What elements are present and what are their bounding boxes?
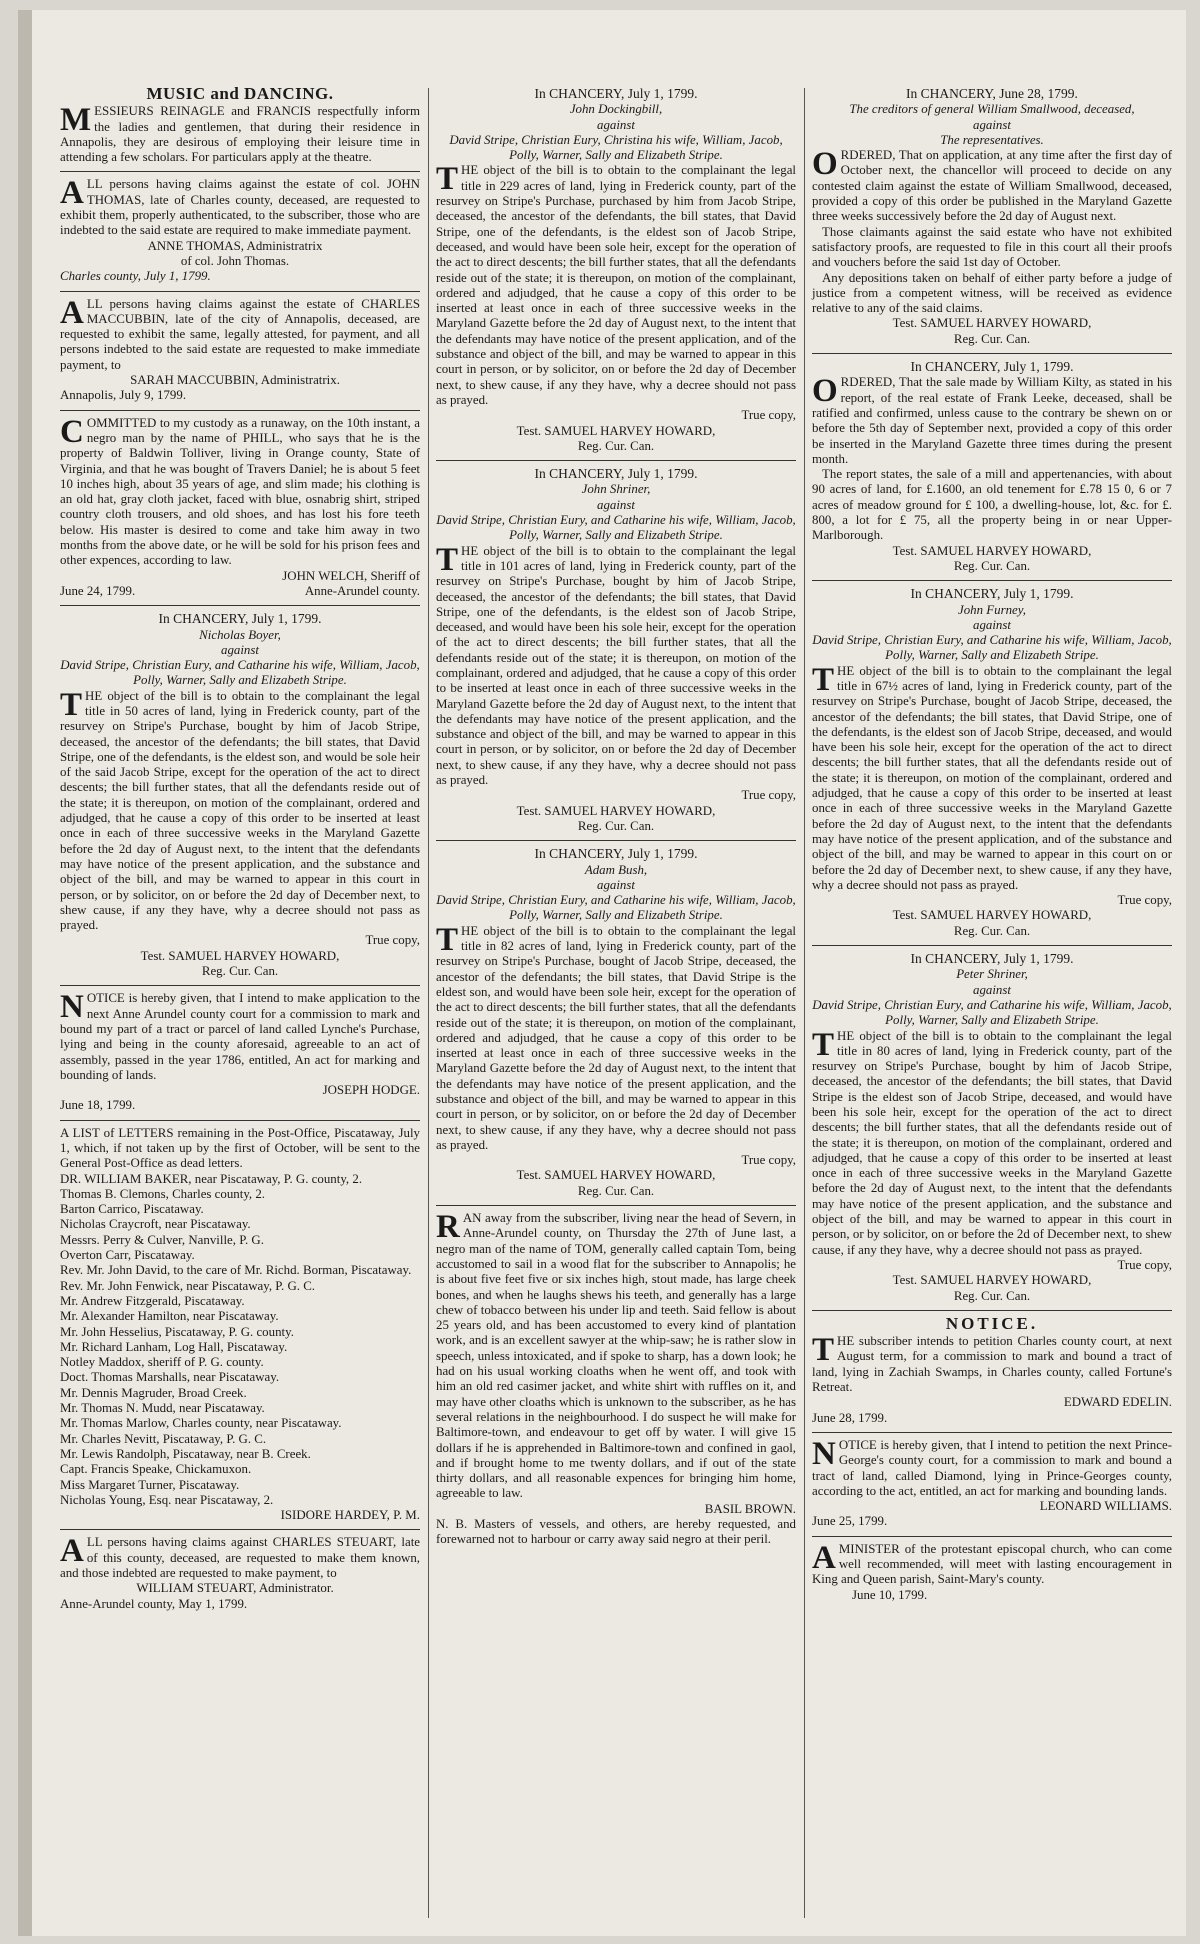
dateline: Charles county, July 1, 1799.	[60, 269, 211, 284]
notice-body: THE object of the bill is to obtain to the complainant the legal title in 82 acres of land, lying in Frederick county, part of the resurvey on Stripe's Purchase, bought of Jacob Stripe, deceased, the ancestor of the defendants; the bill states, that David Stripe is the eldest son, and would have been sole heir, except for the operation of the act to direct descents; the bill further states, that all the defendants reside out of the state; it is thereupon, on motion of the complainant, ordered and adjudged, that he cause a copy of this order to be inserted at least once in each of three successive weeks in the Maryland Gazette before the 2d day of August next, to the intent that the defendants may have notice of the present application, and the substance and object of the bill, and may be warned to appear in this court in person, or by solicitor, on or before the 2d day of December next, to shew cause, if any they have, why a decree should not pass as prayed.	[436, 921, 796, 1152]
letter-entry: Mr. Dennis Magruder, Broad Creek.	[60, 1385, 247, 1400]
drop-cap: T	[436, 541, 459, 578]
drop-cap: N	[812, 1435, 836, 1472]
divider	[60, 1120, 420, 1121]
notice-body: THE object of the bill is to obtain to the complainant the legal title in 80 acres of land, lying in Frederick county, part of the resurvey on Stripe's Purchase, bought by him of Jacob Stripe, deceased, the ancestor of the defendants; the bill states, that David Stripe is the eldest son of Jacob Stripe, deceased, and would have been his sole heir, except for the operation of the act to direct descents; the bill further states, that all the defendants reside out of the state; it is thereupon, on motion of the complainant, ordered and adjudged, that he cause a copy of this order to be inserted at least once in each of three successive weeks in the Maryland Gazette before the 2d day of August next, to the intent that the defendants may have notice of the present application, and the substance and object of the bill, and may be warned to appear in this court in person, or by solicitor, on or before the 2d of December next, to shew cause, if any they have, why a decree should not pass as prayed.	[812, 1026, 1172, 1257]
chancery-bush	[436, 846, 796, 1199]
drop-cap: T	[812, 661, 835, 698]
letter-entry: Messrs. Perry & Culver, Nanville, P. G.	[60, 1232, 264, 1247]
column-divider	[804, 88, 805, 1918]
against-label: against	[597, 877, 635, 892]
true-copy: True copy,	[1117, 893, 1172, 908]
column-2	[436, 84, 796, 1554]
chancery-heading: In CHANCERY, June 28, 1799.	[906, 86, 1078, 101]
letter-entry: Barton Carrico, Piscataway.	[60, 1202, 204, 1217]
chancery-boyer	[60, 611, 420, 979]
divider	[60, 1529, 420, 1530]
true-copy: True copy,	[741, 788, 796, 803]
registrar: Reg. Cur. Can.	[953, 923, 1031, 938]
divider	[60, 171, 420, 172]
divider	[812, 1536, 1172, 1537]
notice-body-2: The report states, the sale of a mill and appertenancies, with about 90 acres of land, for £.1600, an old tenement for £.78 15 0, 6 or 7 acres of meadow ground for £ 100, a dwelling-house, lot, &c. for £. 800, a lot for £ 75, all the property being in or near Upper-Marlborough.	[812, 467, 1172, 543]
divider	[60, 605, 420, 606]
registrar: Reg. Cur. Can.	[201, 964, 279, 979]
signature: Test. SAMUEL HARVEY HOWARD,	[892, 316, 1092, 331]
letter-entry: Mr. Lewis Randolph, Piscataway, near B. Creek.	[60, 1446, 311, 1461]
defendants: The representatives.	[940, 132, 1044, 147]
signature: BASIL BROWN.	[704, 1501, 796, 1516]
committed-notice	[60, 413, 420, 600]
against-label: against	[973, 982, 1011, 997]
chancery-leeke	[812, 359, 1172, 574]
notice-body-3: Any depositions taken on behalf of either party before a judge of justice from a competent witness, will be received as evidence relative to any of the said claims.	[812, 270, 1172, 316]
defendants: David Stripe, Christian Eury, Christina his wife, William, Jacob, Polly, Warner, Sally and Elizabeth Stripe.	[449, 132, 783, 163]
letter-entry: Doct. Thomas Marshalls, near Piscataway.	[60, 1370, 280, 1385]
letter-entry: Nicholas Craycroft, near Piscataway.	[60, 1217, 251, 1232]
plaintiff: The creditors of general William Smallwood, deceased,	[849, 102, 1135, 117]
music-dancing-ad	[60, 86, 420, 165]
defendants: David Stripe, Christian Eury, and Catharine his wife, William, Jacob, Polly, Warner, Sally and Elizabeth Stripe.	[436, 893, 796, 923]
letter-entry: Mr. Richard Lanham, Log Hall, Piscataway.	[60, 1339, 288, 1354]
chancery-heading: In CHANCERY, July 1, 1799.	[158, 611, 322, 627]
signature: Test. SAMUEL HARVEY HOWARD,	[140, 948, 340, 963]
runaway-notice	[436, 1211, 796, 1548]
dateline: June 24, 1799.	[60, 583, 136, 598]
letter-entry: Rev. Mr. John Fenwick, near Piscataway, P. G. C.	[60, 1278, 316, 1293]
signature: LEONARD WILLIAMS.	[1039, 1499, 1172, 1514]
dateline: Annapolis, July 9, 1799.	[60, 388, 187, 403]
hodge-notice	[60, 991, 420, 1113]
drop-cap: M	[60, 102, 92, 139]
letters-items	[60, 1172, 420, 1509]
divider	[436, 460, 796, 461]
column-divider	[428, 88, 429, 1918]
true-copy: True copy,	[741, 1153, 796, 1168]
signature: JOHN WELCH, Sheriff of	[282, 568, 420, 583]
defendants: David Stripe, Christian Eury, and Catharine his wife, William, Jacob, Polly, Warner, Sally and Elizabeth Stripe.	[812, 633, 1172, 663]
drop-cap: A	[60, 294, 84, 331]
defendants: David Stripe, Christian Eury, and Catharine his wife, William, Jacob, Polly, Warner, Sally and Elizabeth Stripe.	[60, 658, 420, 688]
edelin-notice	[812, 1313, 1172, 1426]
plaintiff: Peter Shriner,	[956, 967, 1028, 982]
ad-title: NOTICE.	[945, 1313, 1039, 1333]
letter-entry: DR. WILLIAM BAKER, near Piscataway, P. G. county, 2.	[60, 1171, 363, 1186]
divider	[812, 353, 1172, 354]
defendants: David Stripe, Christian Eury, and Catharine his wife, William, Jacob, Polly, Warner, Sally and Elizabeth Stripe.	[436, 513, 796, 543]
letter-entry: Rev. Mr. John David, to the care of Mr. Richd. Borman, Piscataway.	[60, 1263, 412, 1278]
letter-entry: Mr. Thomas N. Mudd, near Piscataway.	[60, 1401, 265, 1416]
chancery-heading: In CHANCERY, July 1, 1799.	[534, 466, 698, 482]
chancery-heading: In CHANCERY, July 1, 1799.	[910, 951, 1074, 967]
drop-cap: R	[436, 1209, 460, 1246]
steuart-estate-notice	[60, 1535, 420, 1611]
plaintiff: John Dockingbill,	[569, 102, 663, 117]
signature: ISIDORE HARDEY, P. M.	[280, 1508, 420, 1523]
divider	[60, 410, 420, 411]
notice-body: ORDERED, That on application, at any time after the first day of October next, the chancellor will proceed to decide on any contested claim against the estate of William Smallwood, deceased, provided a copy of this order be published in the Maryland Gazette three weeks successively before the 2d day of August next.	[812, 146, 1172, 224]
signature: Test. SAMUEL HARVEY HOWARD,	[892, 543, 1092, 558]
registrar: Reg. Cur. Can.	[953, 558, 1031, 573]
true-copy: True copy,	[741, 408, 796, 423]
notice-body: ORDERED, That the sale made by William Kilty, as stated in his report, of the real estate of Frank Leeke, deceased, shall be ratified and confirmed, unless cause to the contrary be shewn on or before the 5th day of September next, provided a copy of this order be inserted in the Maryland Gazette three times during the present month.	[812, 373, 1172, 466]
drop-cap: C	[60, 413, 84, 450]
notice-body: THE subscriber intends to petition Charles county court, at next August term, for a commission to mark and bound a tract of land, lying in Zachiah Swamps, in Charles county, called Fortune's Retreat.	[812, 1332, 1172, 1395]
drop-cap: T	[812, 1332, 835, 1369]
signature: of col. John Thomas.	[180, 253, 290, 268]
thomas-estate-notice	[60, 177, 420, 284]
newspaper-page	[18, 10, 1186, 1936]
chancery-peter-shriner	[812, 951, 1172, 1304]
true-copy: True copy,	[365, 933, 420, 948]
letter-entry: Mr. Thomas Marlow, Charles county, near Piscataway.	[60, 1416, 342, 1431]
plaintiff: Adam Bush,	[584, 862, 648, 877]
chancery-shriner	[436, 466, 796, 834]
letter-entry: Mr. Andrew Fitzgerald, Piscataway.	[60, 1293, 245, 1308]
notice-body: ALL persons having claims against the estate of col. JOHN THOMAS, late of Charles county, deceased, are requested to exhibit them, properly authenticated, to the subscriber, those who are indebted to the said estate are required to make immediate payment.	[60, 175, 420, 238]
letter-entry: Capt. Francis Speake, Chickamuxon.	[60, 1462, 252, 1477]
letter-entry: Mr. John Hesselius, Piscataway, P. G. county.	[60, 1324, 294, 1339]
signature: SARAH MACCUBBIN, Administratrix.	[130, 373, 340, 388]
chancery-dockingbill	[436, 86, 796, 454]
notice-body: COMMITTED to my custody as a runaway, on the 10th instant, a negro man by the name of PHILL, who says that he is the property of Baldwin Tolliver, living in Orange county, State of Virginia, and that he was bought of Travers Daniel; he is about 5 feet 10 inches high, about 35 years of age, and slim made; his clothing is an old hat, gray cloth jacket, faced with blue, osnabrig shirt, striped country cloth trousers, and old shoes, and has lost his fore teeth below. His master is desired to come and take him away in two months from the above date, or he will be sold for his prison fees and other expences, according to law.	[60, 413, 420, 568]
notice-body: ALL persons having claims against CHARLES STEUART, late of this county, deceased, are requested to make them known, and those indebted are requested to make payment, to	[60, 1533, 420, 1581]
signature: ANNE THOMAS, Administratrix	[147, 238, 323, 253]
against-label: against	[597, 497, 635, 512]
signature: Test. SAMUEL HARVEY HOWARD,	[892, 1273, 1092, 1288]
registrar: Reg. Cur. Can.	[577, 438, 655, 453]
chancery-heading: In CHANCERY, July 1, 1799.	[910, 359, 1074, 375]
ad-title: MUSIC and DANCING.	[146, 84, 334, 103]
notice-body: ALL persons having claims against the estate of CHARLES MACCUBBIN, late of the city of Annapolis, deceased, are requested to exhibit the same, legally attested, for payment, and all persons indebted to the said estate are requested to make immediate payment, to	[60, 294, 420, 372]
drop-cap: N	[60, 989, 84, 1026]
divider	[812, 945, 1172, 946]
signature: EDWARD EDELIN.	[1063, 1395, 1172, 1410]
drop-cap: O	[812, 373, 838, 410]
signature: Test. SAMUEL HARVEY HOWARD,	[516, 1168, 716, 1183]
divider	[812, 580, 1172, 581]
letter-entry: Notley Maddox, sheriff of P. G. county.	[60, 1355, 264, 1370]
true-copy: True copy,	[1117, 1257, 1172, 1272]
drop-cap: O	[812, 146, 838, 183]
letter-entry: Mr. Charles Nevitt, Piscataway, P. G. C.	[60, 1431, 267, 1446]
dateline: June 28, 1799.	[812, 1410, 888, 1425]
drop-cap: A	[60, 175, 84, 212]
signature: JOSEPH HODGE.	[322, 1083, 420, 1098]
against-label: against	[973, 617, 1011, 632]
notice-body: RAN away from the subscriber, living near the head of Severn, in Anne-Arundel county, on Thursday the 27th of June last, a negro man of the name of TOM, generally called captain Tom, being accustomed to sail in a wood flat for the subscriber to Annapolis; he is about five feet five or six inches high, stout made, has large cheek bones, and when he laughs shews his teeth, and generally has a large chew of tobacco between his under lip and teeth. Said fellow is about 25 years old, and has been accustomed to every kind of plantation work, and is an excellent sawyer at the whip-saw; he is rather slow in speech, unless intoxicated, and if spoke to sharp, has a down look; he had on his usual working cloaths when he went off, and took with him an old red casimer jacket, and white shirt with ruffles on it, and may have other cloaths which is unknown to the subscriber, as he has several relations in the neighbourhood. I do suspect he will make for Baltimore-town, and endeavour to get off by water. I will give 15 dollars if he is apprehended in Baltimore-town and confined in gaol, and if brought home to me twenty dollars, and if out of the state thirty dollars, and all reasonable expences for bringing him home, agreeable to law.	[436, 1209, 796, 1501]
registrar: Reg. Cur. Can.	[577, 818, 655, 833]
sig-line	[60, 584, 420, 599]
divider	[812, 1432, 1172, 1433]
notice-body: THE object of the bill is to obtain to the complainant the legal title in 229 acres of land, lying in Frederick county, part of the resurvey on Stripe's Purchase, purchased by him from Jacob Stripe, deceased, the ancestor of the defendants, the bill states, that David Stripe, one of the defendants, is the eldest son of Jacob Stripe, deceased, and would have been sole heir, except for the operation of the act to direct descents; the bill further states, that all the defendants reside out of the state; it is thereupon, on motion of the complainant, ordered and adjudged, that he cause a copy of this order to be inserted at least once in each of three successive weeks in the Maryland Gazette before the 2d day of August next, to the intent that the defendants may have notice of the present application, and of the substance and object of the bill, and may be warned to appear in this court in person, or by solicitor, on or before the 2d day of December next, to shew cause, if any they have, why a decree should not pass as prayed.	[436, 161, 796, 407]
signature: Test. SAMUEL HARVEY HOWARD,	[516, 803, 716, 818]
drop-cap: A	[812, 1539, 836, 1576]
letter-entry: Overton Carr, Piscataway.	[60, 1248, 195, 1263]
chancery-heading: In CHANCERY, July 1, 1799.	[534, 846, 698, 862]
column-3	[812, 84, 1172, 1609]
plaintiff: John Shriner,	[581, 482, 651, 497]
minister-notice	[812, 1539, 1172, 1603]
notice-body: NOTICE is hereby given, that I intend to petition the next Prince-George's county court, for a commission to mark and bound a tract of land, called Diamond, lying in Prince-Georges county, according to the act, entitled, an act for marking and bounding lands.	[812, 1435, 1172, 1498]
notice-body: AMINISTER of the protestant episcopal church, who can come well recommended, will meet with lasting encouragement in King and Queen parish, Saint-Mary's county.	[812, 1539, 1172, 1587]
signature: Test. SAMUEL HARVEY HOWARD,	[516, 423, 716, 438]
divider	[60, 291, 420, 292]
against-label: against	[221, 642, 259, 657]
plaintiff: Nicholas Boyer,	[199, 627, 281, 642]
drop-cap: T	[436, 921, 459, 958]
letters-intro: A LIST of LETTERS remaining in the Post-Office, Piscataway, July 1, which, if not taken up by the first of October, will be sent to the General Post-Office as dead letters.	[60, 1125, 420, 1171]
notice-body: THE object of the bill is to obtain to the complainant the legal title in 101 acres of land, lying in Frederick county, part of the resurvey on Stripe's Purchase, bought by him of Jacob Stripe, deceased, the ancestor of the defendants; the bill states, that David Stripe, one of the defendants, is the eldest son of Jacob Stripe, deceased, and would have been his sole heir, except for the operation of the act to direct descents; the bill further states, that all the defendants reside out of the state; it is thereupon, on motion of the complainant, ordered and adjudged, that he cause a copy of this order to be inserted at least once in each of three successive weeks in the Maryland Gazette before the 2d day of August next, to the intent that the defendants may have notice of the present application, and the substance and object of the bill, and may be warned to appear in this court in person, or by solicitor, on or before the 2d day of December next, to shew cause, if any they have, why a decree should not pass as prayed.	[436, 541, 796, 788]
registrar: Reg. Cur. Can.	[577, 1183, 655, 1198]
notice-body: THE object of the bill is to obtain to the complainant the legal title in 50 acres of land, lying in Frederick county, part of the resurvey on Stripe's Purchase, bought by him of Jacob Stripe, deceased, the ancestor of the defendants; the bill states, that David Stripe, one of the defendants, is the eldest son, and would be sole heir of the said Jacob Stripe, except for the operation of the act to direct descents; the bill further states, that all the defendants reside out of the state; it is thereupon, on motion of the complainant, ordered and adjudged, that he cause a copy of this order to be inserted at least once in each of three successive weeks in the Maryland Gazette before the 2d day of August next, to the intent that the defendants may have notice of the present application, and the substance and object of the bill, and may be warned to appear in this court in person, or by solicitor, on or before the 2d day of December next, to shew cause, if any they have, why a decree should not pass as prayed.	[60, 686, 420, 933]
williams-notice	[812, 1435, 1172, 1530]
letter-entry: Mr. Alexander Hamilton, near Piscataway.	[60, 1309, 279, 1324]
defendants: David Stripe, Christian Eury, and Catharine his wife, William, Jacob, Polly, Warner, Sally and Elizabeth Stripe.	[812, 997, 1172, 1028]
drop-cap: T	[60, 686, 83, 723]
drop-cap: T	[436, 161, 459, 198]
dateline: June 18, 1799.	[60, 1098, 136, 1113]
dateline: Anne-Arundel county, May 1, 1799.	[60, 1596, 248, 1611]
column-1	[60, 84, 420, 1618]
letter-entry: Thomas B. Clemons, Charles county, 2.	[60, 1186, 266, 1201]
page-binding-edge	[18, 10, 32, 1936]
notice-body-2: Those claimants against the said estate who have not exhibited satisfactory proofs, are requested to file in this court all their proofs and vouchers before the said 1st day of October.	[812, 224, 1172, 270]
chancery-furney	[812, 586, 1172, 939]
plaintiff: John Furney,	[957, 602, 1026, 617]
signature: Anne-Arundel county.	[304, 583, 420, 598]
letter-entry: Nicholas Young, Esq. near Piscataway, 2.	[60, 1492, 274, 1507]
divider	[436, 840, 796, 841]
registrar: Reg. Cur. Can.	[953, 331, 1031, 346]
nota-bene: N. B. Masters of vessels, and others, are hereby requested, and forewarned not to harbour or carry away said negro at their peril.	[436, 1517, 796, 1547]
dateline: June 10, 1799.	[852, 1587, 928, 1602]
against-label: against	[973, 117, 1011, 132]
chancery-heading: In CHANCERY, July 1, 1799.	[910, 586, 1074, 602]
ad-body: MESSIEURS REINAGLE and FRANCIS respectfully inform the ladies and gentlemen, that during their residence in Annapolis, they are desirous of employing their leisure time in attending a few scholars. For particulars apply at the theatre.	[60, 102, 420, 165]
notice-body: THE object of the bill is to obtain to the complainant the legal title in 67½ acres of land, lying in Frederick county, part of the resurvey on Stripe's Purchase, bought of Jacob Stripe, deceased, the ancestor of the defendants; the bill states, that David Stripe, one of the defendants, is the eldest son of Jacob Stripe, deceased, and would have been his sole heir, except for the operation of the act to direct descents; the bill further states, that all the defendants reside out of the state; it is thereupon, on motion of the complainant, ordered and adjudged, that he cause a copy of this order to be inserted at least once in each of three successive weeks in the Maryland Gazette before the 2d day of August next, to the intent that the defendants may have notice of the present application, and of the substance and object of the bill, and may be warned to appear in this court on or before the 2d day of December next, to shew cause, if any they have, why a decree should not pass as prayed.	[812, 661, 1172, 892]
drop-cap: T	[812, 1026, 835, 1063]
divider	[60, 985, 420, 986]
dateline: June 25, 1799.	[812, 1514, 888, 1529]
letters-list	[60, 1126, 420, 1524]
divider	[436, 1205, 796, 1206]
drop-cap: A	[60, 1533, 84, 1570]
registrar: Reg. Cur. Can.	[953, 1288, 1031, 1303]
notice-body: NOTICE is hereby given, that I intend to make application to the next Anne Arundel county court for a commission to mark and bound my part of a tract or parcel of land called Lynche's Purchase, lying and being in the county aforesaid, agreeable to an act of assembly, passed in the year 1786, entitled, An act for marking and bounding of lands.	[60, 989, 420, 1082]
chancery-heading: In CHANCERY, July 1, 1799.	[534, 86, 698, 101]
signature: Test. SAMUEL HARVEY HOWARD,	[892, 908, 1092, 923]
chancery-smallwood	[812, 86, 1172, 347]
signature: WILLIAM STEUART, Administrator.	[136, 1581, 334, 1596]
against-label: against	[597, 117, 635, 132]
divider	[812, 1310, 1172, 1311]
letter-entry: Miss Margaret Turner, Piscataway.	[60, 1477, 240, 1492]
maccubbin-estate-notice	[60, 294, 420, 404]
